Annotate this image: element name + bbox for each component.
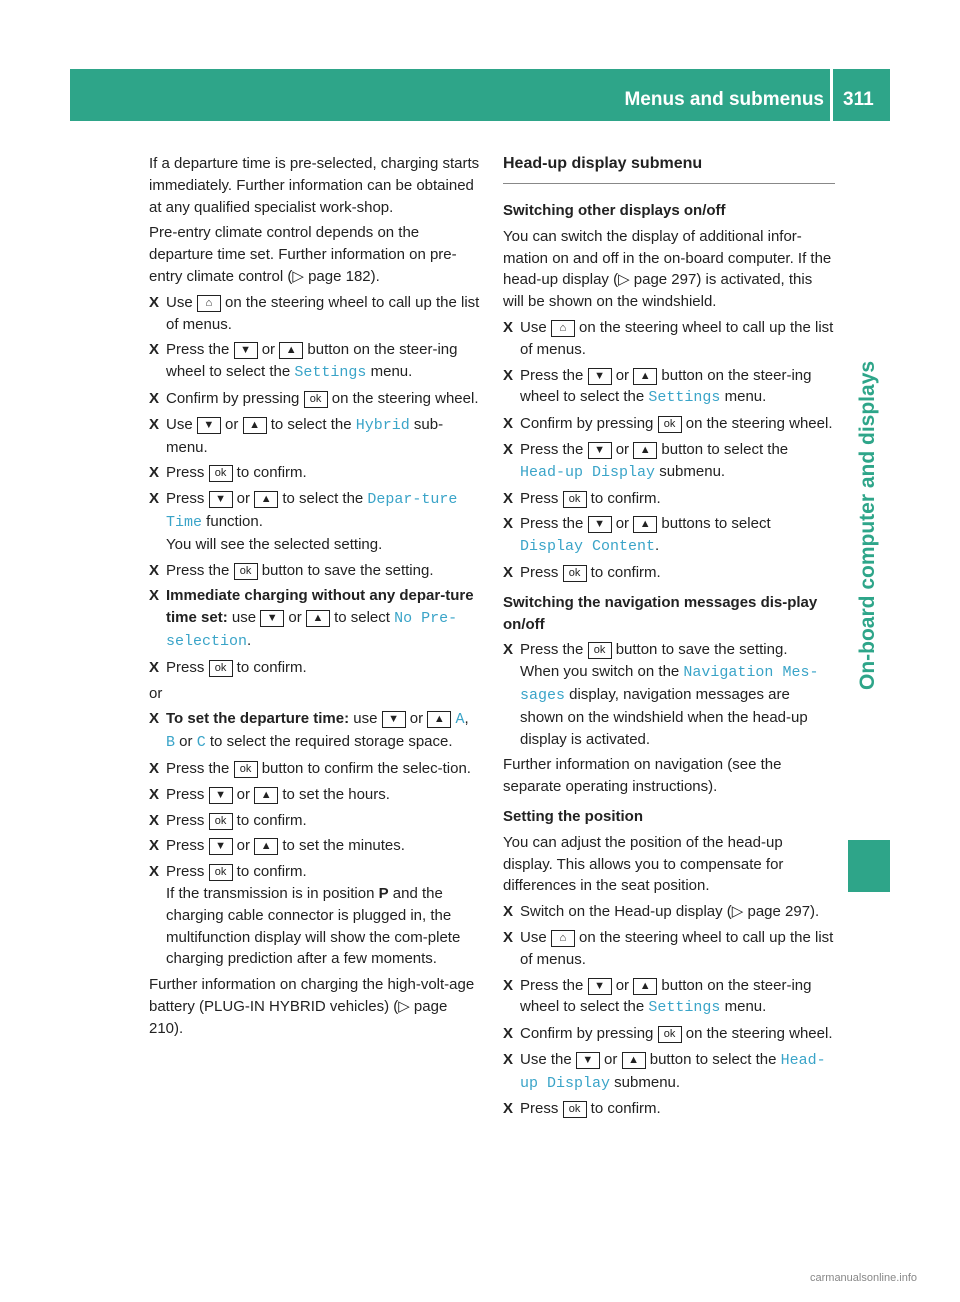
sub-heading: Setting the position xyxy=(503,807,643,825)
step-marker-icon: X xyxy=(503,641,514,659)
key-icon: ▲ xyxy=(427,711,451,728)
instruction-step: X Use ⌂ on the steering wheel to call up the list of menus. xyxy=(503,318,834,358)
page-number: 311 xyxy=(843,89,874,110)
display-text: A xyxy=(455,711,465,729)
instruction-step: X Press the ▼ or ▲ buttons to select Display Content. xyxy=(503,515,771,556)
key-icon: ▲ xyxy=(243,417,267,434)
display-text: Head-up Display xyxy=(520,463,656,481)
key-icon: ok xyxy=(658,416,682,433)
display-text: Navigation Mes‐sages xyxy=(520,664,819,704)
display-text: B xyxy=(166,734,176,752)
step-marker-icon: X xyxy=(503,1025,514,1043)
instruction-step: X Press ok to confirm. xyxy=(149,462,481,484)
key-icon: ⌂ xyxy=(551,320,575,337)
step-marker-icon: X xyxy=(149,293,160,311)
side-tab-block xyxy=(848,840,890,892)
instruction-step: X Press the ▼ or ▲ button on the steer-ing wheel to select the Settings menu. xyxy=(503,976,812,1017)
instruction-step: X Press the ▼ or ▲ button on the steer-ing wheel to select the Settings menu. xyxy=(149,341,458,382)
display-text: C xyxy=(196,734,206,752)
step-marker-icon: X xyxy=(503,903,514,921)
instruction-step: X Confirm by pressing ok on the steering wheel. xyxy=(149,388,481,410)
instruction-step: X Press ok to confirm. xyxy=(503,1098,835,1120)
key-icon: ▼ xyxy=(260,610,284,627)
step-marker-icon: X xyxy=(149,837,160,855)
key-icon: ▲ xyxy=(633,368,657,385)
key-icon: ▲ xyxy=(633,978,657,995)
key-icon: ▲ xyxy=(633,442,657,459)
instruction-step: X Press the ok button to confirm the selec-tion. xyxy=(149,758,481,780)
key-icon: ▼ xyxy=(234,342,258,359)
step-marker-icon: X xyxy=(503,440,514,458)
key-icon: ok xyxy=(304,391,328,408)
instruction-step: X Immediate charging without any depar-ture time set: use ▼ or ▲ to select No Pre-selection. xyxy=(149,587,474,650)
instruction-step: X Confirm by pressing ok on the steering wheel. xyxy=(503,413,835,435)
step-marker-icon: X xyxy=(149,710,160,728)
step-marker-icon: X xyxy=(503,318,514,336)
display-text: Display Content xyxy=(520,538,656,556)
display-text: Settings xyxy=(294,364,367,382)
instruction-step: X Press the ok button to save the setting. When you switch on the Navigation Mes‐sages display, navigation messages are shown on the windshield when the head-up display is activated. xyxy=(503,641,819,748)
key-icon: ▼ xyxy=(209,838,233,855)
sub-heading: Switching other displays on/off xyxy=(503,202,726,219)
key-icon: ok xyxy=(234,563,258,580)
display-text: No Pre-selection xyxy=(166,610,458,650)
key-icon: ⌂ xyxy=(551,930,575,947)
instruction-step: X Use ⌂ on the steering wheel to call up the list of menus. xyxy=(149,293,480,333)
paragraph: or xyxy=(149,684,163,702)
step-marker-icon: X xyxy=(149,341,160,359)
key-icon: ok xyxy=(234,761,258,778)
step-marker-icon: X xyxy=(149,389,160,407)
instruction-step: X Press ▼ or ▲ to select the Depar‐ture Time function. You will see the selected setting. xyxy=(149,490,458,553)
key-icon: ▲ xyxy=(254,787,278,804)
footer-watermark: carmanualsonline.info xyxy=(810,1272,918,1284)
left-column xyxy=(149,153,481,1043)
paragraph: Pre-entry climate control depends on the departure time set. Further information on pre-entry climate control (▷ page 182). xyxy=(149,224,457,285)
key-icon: ok xyxy=(588,642,612,659)
paragraph: If a departure time is pre-selected, charging starts immediately. Further information can be obtained at any qualified specialist work-shop. xyxy=(149,155,480,216)
key-icon: ▼ xyxy=(197,417,221,434)
key-icon: ok xyxy=(563,1101,587,1118)
step-marker-icon: X xyxy=(503,415,514,433)
paragraph: Further information on charging the high-volt-age battery (PLUG-IN HYBRID vehicles) (▷ page 210). xyxy=(149,976,475,1037)
side-tab-label: On-board computer and displays xyxy=(856,360,879,690)
instruction-step: X Press ▼ or ▲ to set the minutes. xyxy=(149,835,481,857)
key-icon: ▼ xyxy=(588,368,612,385)
instruction-step: X Press ▼ or ▲ to set the hours. xyxy=(149,784,481,806)
step-marker-icon: X xyxy=(149,658,160,676)
display-text: Settings xyxy=(648,389,721,407)
side-tab xyxy=(843,122,881,702)
instruction-step: X Press ok to confirm. xyxy=(149,810,481,832)
key-icon: ok xyxy=(209,864,233,881)
display-text: Head-up Display xyxy=(520,1051,826,1092)
paragraph: You can switch the display of additional infor-mation on and off in the on-board computer. If the head-up display (▷ page 297) is activated, this will be shown on the windshield. xyxy=(503,227,832,311)
display-text: Settings xyxy=(648,999,721,1017)
key-icon: ok xyxy=(209,465,233,482)
instruction-step: X Switch on the Head-up display (▷ page 297). xyxy=(503,901,835,923)
key-icon: ▲ xyxy=(622,1052,646,1069)
instruction-step: X Press ok to confirm. If the transmission is in position P and the charging cable connector is plugged in, the multifunction display will show the com-plete charging prediction after a few moments. xyxy=(149,863,461,968)
paragraph: You can adjust the position of the head-up display. This allows you to compensate for differences in the seat position. xyxy=(503,833,784,895)
step-marker-icon: X xyxy=(149,785,160,803)
section-heading: Head-up display submenu xyxy=(503,153,835,184)
key-icon: ▼ xyxy=(576,1052,600,1069)
instruction-step: X Use ▼ or ▲ to select the Hybrid sub-menu. xyxy=(149,415,444,456)
key-icon: ▼ xyxy=(382,711,406,728)
key-icon: ok xyxy=(209,660,233,677)
instruction-step: X Press the ok button to save the setting. xyxy=(149,560,481,582)
instruction-step: X Use the ▼ or ▲ button to select the Head-up Display submenu. xyxy=(503,1050,826,1092)
key-icon: ▼ xyxy=(588,442,612,459)
key-icon: ▲ xyxy=(254,838,278,855)
instruction-step: X Confirm by pressing ok on the steering wheel. xyxy=(503,1023,835,1045)
step-marker-icon: X xyxy=(149,415,160,433)
key-icon: ok xyxy=(209,813,233,830)
key-icon: ok xyxy=(658,1026,682,1043)
sub-heading: Switching the navigation messages dis-play on/off xyxy=(503,593,818,633)
key-icon: ▼ xyxy=(209,491,233,508)
step-marker-icon: X xyxy=(149,464,160,482)
step-marker-icon: X xyxy=(503,489,514,507)
instruction-step: X Press the ▼ or ▲ button on the steer-ing wheel to select the Settings menu. xyxy=(503,366,812,407)
key-icon: ⌂ xyxy=(197,295,221,312)
step-marker-icon: X xyxy=(503,976,514,994)
page-title: Menus and submenus xyxy=(624,89,824,110)
instruction-step: X Press ok to confirm. xyxy=(503,562,835,584)
step-marker-icon: X xyxy=(149,863,160,881)
instruction-step: X To set the departure time: use ▼ or ▲ A, B or C to select the required storage space. xyxy=(149,710,469,752)
instruction-step: X Press the ▼ or ▲ button to select the Head-up Display submenu. xyxy=(503,440,789,481)
step-marker-icon: X xyxy=(503,515,514,533)
step-marker-icon: X xyxy=(503,1050,514,1068)
key-icon: ok xyxy=(563,491,587,508)
instruction-step: X Press ok to confirm. xyxy=(149,657,481,679)
step-marker-icon: X xyxy=(149,587,160,605)
display-text: Depar‐ture Time xyxy=(166,491,458,531)
key-icon: ▼ xyxy=(209,787,233,804)
key-icon: ▲ xyxy=(279,342,303,359)
right-column xyxy=(503,153,835,1124)
instruction-step: X Press ok to confirm. xyxy=(503,488,835,510)
step-marker-icon: X xyxy=(503,563,514,581)
paragraph: Further information on navigation (see the separate operating instructions). xyxy=(503,756,782,796)
display-text: Hybrid xyxy=(355,416,410,434)
step-marker-icon: X xyxy=(503,1100,514,1118)
step-marker-icon: X xyxy=(503,366,514,384)
step-marker-icon: X xyxy=(149,490,160,508)
key-icon: ▲ xyxy=(633,516,657,533)
header-separator xyxy=(830,69,833,121)
key-icon: ▼ xyxy=(588,978,612,995)
step-marker-icon: X xyxy=(149,561,160,579)
key-icon: ▲ xyxy=(254,491,278,508)
step-marker-icon: X xyxy=(149,759,160,777)
instruction-step: X Use ⌂ on the steering wheel to call up the list of menus. xyxy=(503,928,834,968)
key-icon: ▲ xyxy=(306,610,330,627)
key-icon: ▼ xyxy=(588,516,612,533)
step-marker-icon: X xyxy=(149,811,160,829)
step-marker-icon: X xyxy=(503,928,514,946)
key-icon: ok xyxy=(563,565,587,582)
